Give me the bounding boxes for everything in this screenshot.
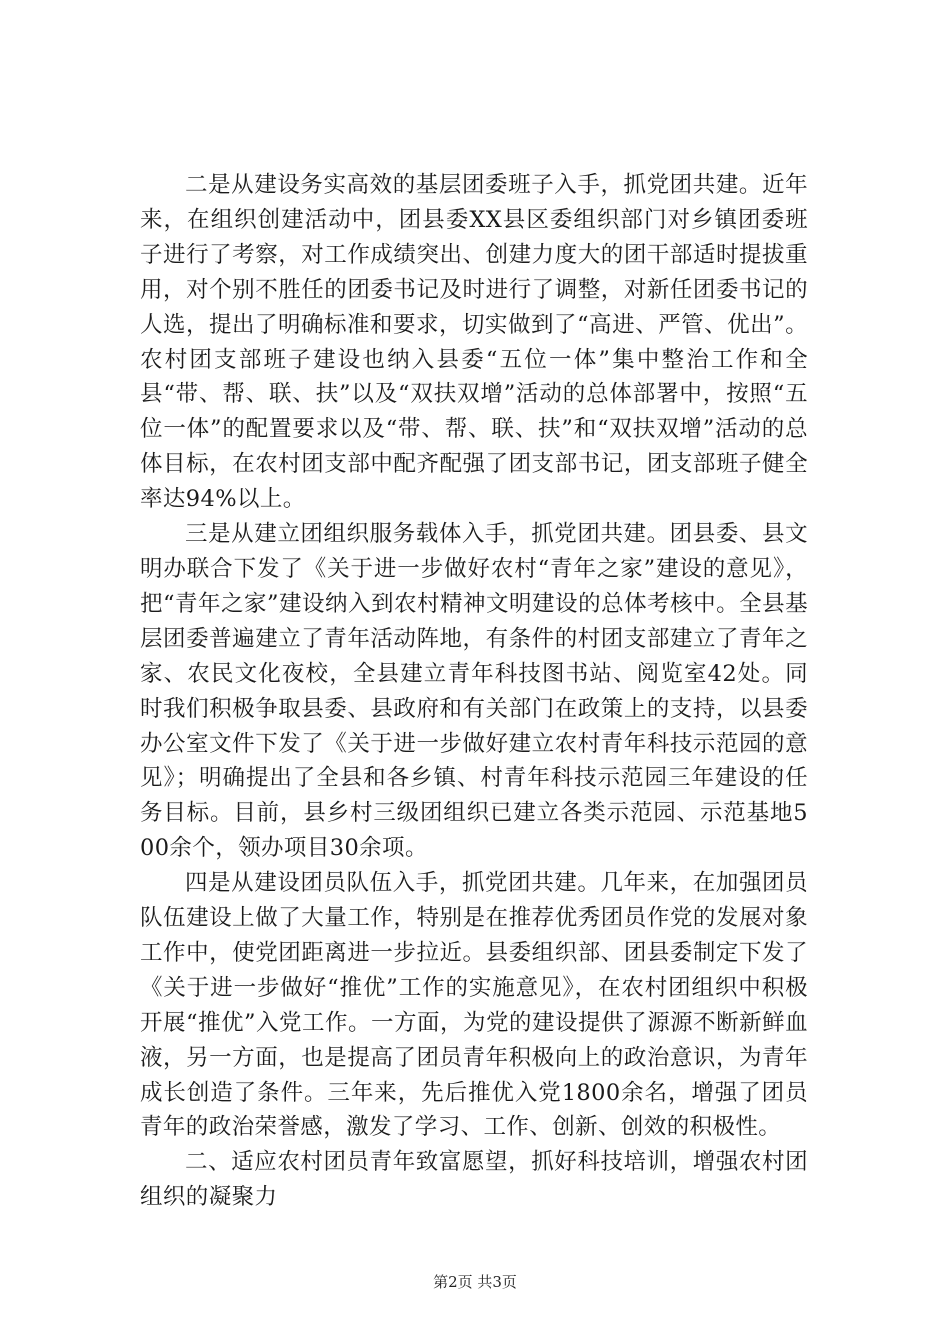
paragraph-member-team: 四是从建设团员队伍入手，抓党团共建。几年来，在加强团员队伍建设上做了大量工作，特别是在推荐优秀团员作党的发展对象工作中，使党团距离进一步拉近。县委组织部、团县委制定下发了《关于进一步做好“推优”工作的实施意见》，在农村团组织中积极开展“推优”入党工作。一方面，为党的建设提供了源源不断新鲜血液，另一方面，也是提高了团员青年积极向上的政治意识，为青年成长创造了条件。三年来，先后推优入党1800余名，增强了团员青年的政治荣誉感，激发了学习、工作、创新、创效的积极性。 — [140, 870, 808, 1141]
paragraph-party-league-team-building: 二是从建设务实高效的基层团委班子入手，抓党团共建。近年来，在组织创建活动中，团县委XX县区委组织部门对乡镇团委班子进行了考察，对工作成绩突出、创建力度大的团干部适时提拔重用，对个别不胜任的团委书记及时进行了调整，对新任团委书记的人选，提出了明确标准和要求，切实做到了“高进、严管、优出”。农村团支部班子建设也纳入县委“五位一体”集中整治工作和全县“带、帮、联、扶”以及“双扶双增”活动的总体部署中，按照“五位一体”的配置要求以及“带、帮、联、扶”和“双扶双增”活动的总体目标，在农村团支部中配齐配强了团支部书记，团支部班子健全率达94%以上。 — [140, 172, 808, 513]
document-body — [140, 168, 808, 1215]
paragraph-service-carrier: 三是从建立团组织服务载体入手，抓党团共建。团县委、县文明办联合下发了《关于进一步做好农村“青年之家”建设的意见》，把“青年之家”建设纳入到农村精神文明建设的总体考核中。全县基层团委普遍建立了青年活动阵地，有条件的村团支部建立了青年之家、农民文化夜校，全县建立青年科技图书站、阅览室42处。同时我们积极争取县委、县政府和有关部门在政策上的支持，以县委办公室文件下发了《关于进一步做好建立农村青年科技示范园的意见》；明确提出了全县和各乡镇、村青年科技示范园三年建设的任务目标。目前，县乡村三级团组织已建立各类示范园、示范基地500余个，领办项目30余项。 — [140, 521, 808, 862]
page-number-footer: 第2页 共3页 — [433, 1273, 517, 1291]
section-heading-tech-training: 二、适应农村团员青年致富愿望，抓好科技培训，增强农村团组织的凝聚力 — [140, 1149, 808, 1211]
